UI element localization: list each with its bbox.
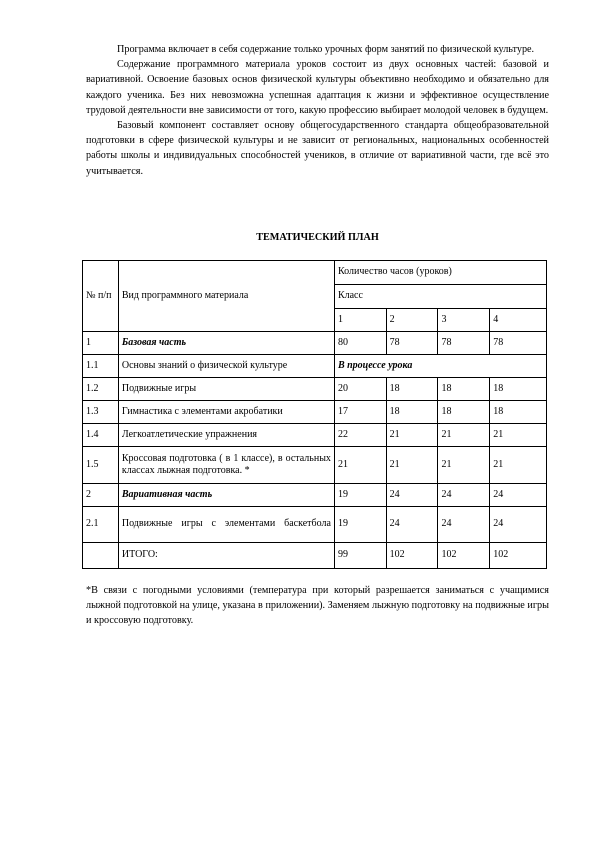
row-num: 2.1 bbox=[83, 507, 119, 543]
row-value: 22 bbox=[334, 424, 386, 447]
row-value: 18 bbox=[438, 401, 490, 424]
plan-title: ТЕМАТИЧЕСКИЙ ПЛАН bbox=[256, 232, 379, 243]
header-grade: 4 bbox=[490, 309, 547, 332]
row-value: 19 bbox=[334, 507, 386, 543]
row-name: Кроссовая подготовка ( в 1 классе), в остальных классах лыжная подготовка. * bbox=[118, 447, 334, 484]
table-row bbox=[83, 507, 547, 543]
row-value: 21 bbox=[490, 424, 547, 447]
row-name: Основы знаний о физической культуре bbox=[118, 355, 334, 378]
row-name: Подвижные игры с элементами баскетбола bbox=[118, 507, 334, 543]
row-value: 102 bbox=[490, 543, 547, 569]
table-row bbox=[83, 355, 547, 378]
table-row bbox=[83, 424, 547, 447]
row-value: 78 bbox=[438, 332, 490, 355]
header-name: Вид программного материала bbox=[118, 261, 334, 332]
row-value: 78 bbox=[386, 332, 438, 355]
table-row bbox=[83, 401, 547, 424]
footnote bbox=[86, 583, 549, 629]
thematic-plan-table bbox=[82, 260, 547, 569]
table-row bbox=[83, 447, 547, 484]
row-value: 21 bbox=[438, 424, 490, 447]
row-value: 21 bbox=[334, 447, 386, 484]
intro-paragraph-3: Базовый компонент составляет основу общегосударственного стандарта общеобразовательной подготовки в сфере физической культуры и не зависит от региональных, национальных особенностей работы школы и индивидуальных способностей учеников, в отличие от вариативной части, где всё это учитывается. bbox=[86, 120, 549, 177]
row-value: 80 bbox=[334, 332, 386, 355]
header-grade: 1 bbox=[334, 309, 386, 332]
row-value: 24 bbox=[386, 507, 438, 543]
row-name: Гимнастика с элементами акробатики bbox=[118, 401, 334, 424]
row-value: 18 bbox=[438, 378, 490, 401]
row-value: 78 bbox=[490, 332, 547, 355]
row-value: 18 bbox=[490, 401, 547, 424]
row-value: 24 bbox=[438, 507, 490, 543]
row-value: 20 bbox=[334, 378, 386, 401]
row-name: ИТОГО: bbox=[118, 543, 334, 569]
row-value: 24 bbox=[438, 484, 490, 507]
row-num: 1 bbox=[83, 332, 119, 355]
row-value: 21 bbox=[438, 447, 490, 484]
row-value: 24 bbox=[386, 484, 438, 507]
header-num: № п/п bbox=[83, 261, 119, 332]
row-name: Базовая часть bbox=[118, 332, 334, 355]
intro-paragraph-2: Содержание программного материала уроков состоит из двух основных частей: базовой и вариативной. Освоение базовых основ физической культуры объективно необходимо и обязательно для каждого ученика. Без них невозможна успешная адаптация к жизни и эффективное осуществление трудовой деятельности вне зависимости от того, какую профессию выбирает молодой человек в будущем. bbox=[86, 59, 549, 116]
header-grade: 3 bbox=[438, 309, 490, 332]
table-row bbox=[83, 332, 547, 355]
row-value: 24 bbox=[490, 507, 547, 543]
row-num: 1.5 bbox=[83, 447, 119, 484]
row-value: 21 bbox=[386, 424, 438, 447]
row-value: 18 bbox=[490, 378, 547, 401]
row-value: 99 bbox=[334, 543, 386, 569]
row-name: Вариативная часть bbox=[118, 484, 334, 507]
row-value: 24 bbox=[490, 484, 547, 507]
row-value: 19 bbox=[334, 484, 386, 507]
table-row bbox=[83, 484, 547, 507]
row-num: 1.1 bbox=[83, 355, 119, 378]
header-grade: 2 bbox=[386, 309, 438, 332]
row-value: 21 bbox=[490, 447, 547, 484]
row-name: Подвижные игры bbox=[118, 378, 334, 401]
row-merged-value: В процессе урока bbox=[334, 355, 546, 378]
intro-paragraph-1: Программа включает в себя содержание только урочных форм занятий по физической культуре. bbox=[117, 44, 535, 55]
row-value: 18 bbox=[386, 378, 438, 401]
row-num: 1.3 bbox=[83, 401, 119, 424]
footnote-text: *В связи с погодными условиями (температура при который разрешается заниматься с учащимися лыжной подготовкой на улице, указана в приложении). Заменяем лыжную подготовку на подвижные игры и кроссовую подготовку. bbox=[86, 585, 549, 627]
row-num bbox=[83, 543, 119, 569]
row-value: 102 bbox=[438, 543, 490, 569]
row-value: 102 bbox=[386, 543, 438, 569]
row-value: 18 bbox=[386, 401, 438, 424]
row-num: 1.4 bbox=[83, 424, 119, 447]
row-num: 2 bbox=[83, 484, 119, 507]
table-header-row bbox=[83, 261, 547, 285]
header-hours: Количество часов (уроков) bbox=[334, 261, 546, 285]
table-total-row bbox=[83, 543, 547, 569]
row-num: 1.2 bbox=[83, 378, 119, 401]
header-class: Класс bbox=[334, 285, 546, 309]
intro-text bbox=[86, 42, 549, 179]
row-value: 17 bbox=[334, 401, 386, 424]
row-name: Легкоатлетические упражнения bbox=[118, 424, 334, 447]
table-row bbox=[83, 378, 547, 401]
row-value: 21 bbox=[386, 447, 438, 484]
